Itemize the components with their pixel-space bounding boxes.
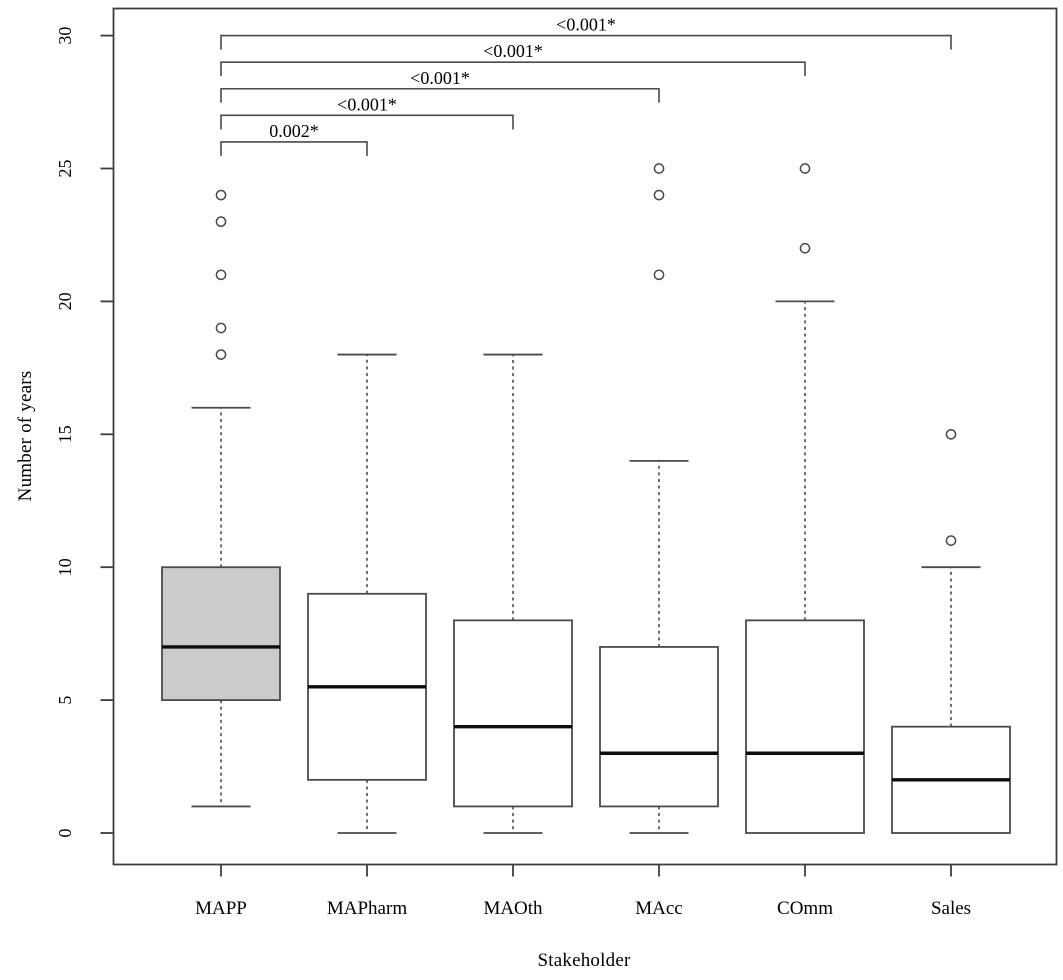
box-MAPP	[162, 567, 280, 700]
outlier-point	[800, 244, 809, 253]
x-tick-label: MAcc	[635, 898, 683, 919]
comparison-label: <0.001*	[337, 94, 397, 115]
box-MAcc	[600, 647, 718, 806]
outlier-point	[654, 270, 663, 279]
y-tick-label: 25	[55, 159, 75, 178]
outlier-point	[216, 270, 225, 279]
y-tick-label: 0	[55, 828, 75, 838]
comparison-bracket	[221, 36, 951, 50]
outlier-point	[654, 164, 663, 173]
comparison-bracket	[221, 62, 805, 76]
outlier-point	[216, 190, 225, 199]
y-tick-label: 10	[55, 558, 75, 577]
comparison-label: <0.001*	[483, 41, 543, 62]
outlier-point	[216, 350, 225, 359]
outlier-point	[216, 323, 225, 332]
box-COmm	[746, 620, 864, 833]
x-tick-label: Sales	[930, 898, 972, 919]
outlier-point	[800, 164, 809, 173]
y-tick-label: 30	[55, 26, 75, 45]
box-MAOth	[454, 620, 572, 806]
x-tick-label: MAPharm	[326, 898, 408, 919]
outlier-point	[946, 536, 955, 545]
comparison-label: 0.002*	[269, 120, 319, 141]
y-tick-label: 20	[55, 292, 75, 311]
y-tick-label: 5	[55, 695, 75, 705]
x-tick-label: MAOth	[483, 898, 543, 919]
comparison-bracket	[221, 142, 367, 156]
comparison-label: <0.001*	[410, 67, 470, 88]
comparison-label: <0.001*	[556, 14, 616, 35]
comparison-bracket	[221, 89, 659, 103]
y-tick-label: 15	[55, 425, 75, 444]
x-tick-label: MAPP	[195, 898, 247, 919]
outlier-point	[946, 430, 955, 439]
x-tick-label: COmm	[777, 898, 833, 919]
y-axis-title: Number of years	[15, 370, 36, 502]
outlier-point	[654, 190, 663, 199]
comparison-bracket	[221, 115, 513, 129]
outlier-point	[216, 217, 225, 226]
x-axis-title: Stakeholder	[537, 950, 631, 971]
